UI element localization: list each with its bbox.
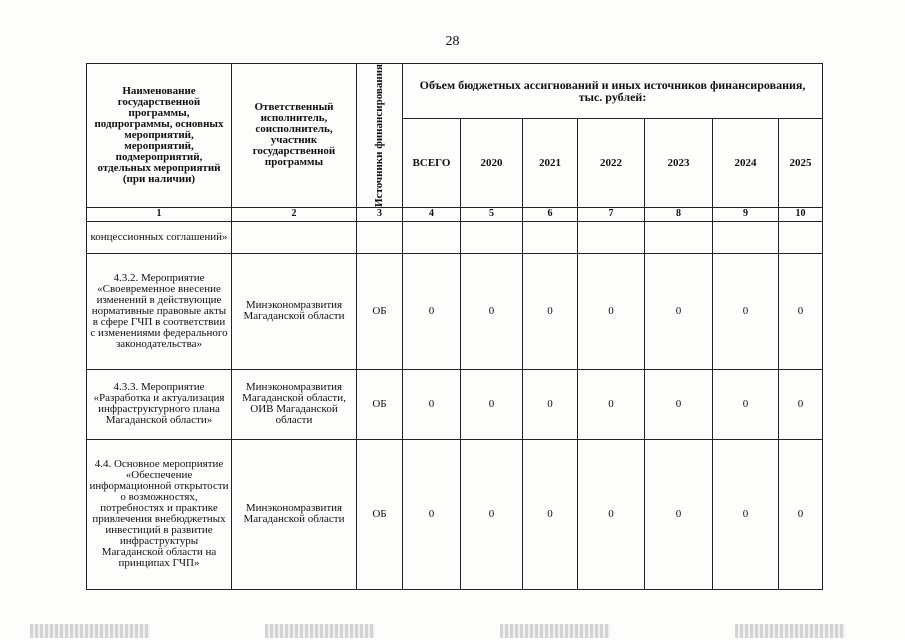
value-2021: 0	[523, 253, 578, 369]
value-2020	[461, 221, 523, 253]
column-number: 8	[645, 207, 713, 221]
column-number: 3	[357, 207, 403, 221]
funding-source: ОБ	[357, 439, 403, 589]
measure-name: 4.3.3. Мероприятие «Разработка и актуализация инфраструктурного плана Магаданской области»	[87, 369, 232, 439]
budget-table	[86, 63, 823, 590]
value-2024: 0	[713, 439, 779, 589]
header-source-label: Источники финансирования	[373, 64, 385, 207]
table-row	[87, 369, 823, 439]
value-2020: 0	[461, 439, 523, 589]
value-total: 0	[403, 439, 461, 589]
value-2024: 0	[713, 253, 779, 369]
scan-artifact	[735, 624, 845, 638]
measure-name: 4.3.2. Мероприятие «Своевременное внесение изменений в действующие нормативные правовые акты в сфере ГЧП в соответствии с изменениями федерального законодательства»	[87, 253, 232, 369]
value-total: 0	[403, 369, 461, 439]
value-2021: 0	[523, 439, 578, 589]
column-number: 5	[461, 207, 523, 221]
header-year-2022: 2022	[578, 119, 645, 208]
value-2023: 0	[645, 439, 713, 589]
header-year-2025: 2025	[779, 119, 823, 208]
column-number: 9	[713, 207, 779, 221]
header-name-column: Наименование государственной программы, подпрограммы, основных мероприятий, мероприятий, подмероприятий, отдельных мероприятий (при наличии)	[87, 64, 232, 208]
value-total	[403, 221, 461, 253]
executor: Минэкономразвития Магаданской области	[232, 439, 357, 589]
table-row	[87, 221, 823, 253]
header-year-2020: 2020	[461, 119, 523, 208]
value-2024	[713, 221, 779, 253]
column-number: 1	[87, 207, 232, 221]
value-2023: 0	[645, 253, 713, 369]
header-year-total: ВСЕГО	[403, 119, 461, 208]
value-2022: 0	[578, 369, 645, 439]
page-number: 28	[445, 34, 460, 49]
executor	[232, 221, 357, 253]
header-year-2021: 2021	[523, 119, 578, 208]
value-2025	[779, 221, 823, 253]
column-number: 10	[779, 207, 823, 221]
value-2021: 0	[523, 369, 578, 439]
header-volume-group: Объем бюджетных ассигнований и иных источников финансирования, тыс. рублей:	[403, 64, 823, 119]
value-2022: 0	[578, 253, 645, 369]
value-2021	[523, 221, 578, 253]
column-number-row	[87, 207, 823, 221]
funding-source: ОБ	[357, 253, 403, 369]
value-2024: 0	[713, 369, 779, 439]
table-row	[87, 439, 823, 589]
header-source-column	[357, 64, 403, 208]
value-2025: 0	[779, 439, 823, 589]
value-2025: 0	[779, 369, 823, 439]
measure-name: 4.4. Основное мероприятие «Обеспечение информационной открытости о возможностях, потребностях и практике привлечения внебюджетных инвестиций в развитие инфраструктуры Магаданской области на принципах ГЧП»	[87, 439, 232, 589]
scan-artifact	[500, 624, 610, 638]
header-year-2024: 2024	[713, 119, 779, 208]
column-number: 7	[578, 207, 645, 221]
column-number: 4	[403, 207, 461, 221]
value-2025: 0	[779, 253, 823, 369]
header-executor-column: Ответственный исполнитель, соисполнитель, участник государственной программы	[232, 64, 357, 208]
value-2020: 0	[461, 369, 523, 439]
column-number: 2	[232, 207, 357, 221]
value-total: 0	[403, 253, 461, 369]
value-2023: 0	[645, 369, 713, 439]
value-2023	[645, 221, 713, 253]
scan-artifact	[265, 624, 375, 638]
executor: Минэкономразвития Магаданской области, ОИВ Магаданской области	[232, 369, 357, 439]
measure-name: концессионных соглашений»	[87, 221, 232, 253]
table-row	[87, 253, 823, 369]
scan-artifact	[30, 624, 150, 638]
header-year-2023: 2023	[645, 119, 713, 208]
column-number: 6	[523, 207, 578, 221]
funding-source: ОБ	[357, 369, 403, 439]
executor: Минэкономразвития Магаданской области	[232, 253, 357, 369]
funding-source	[357, 221, 403, 253]
value-2022	[578, 221, 645, 253]
value-2022: 0	[578, 439, 645, 589]
value-2020: 0	[461, 253, 523, 369]
